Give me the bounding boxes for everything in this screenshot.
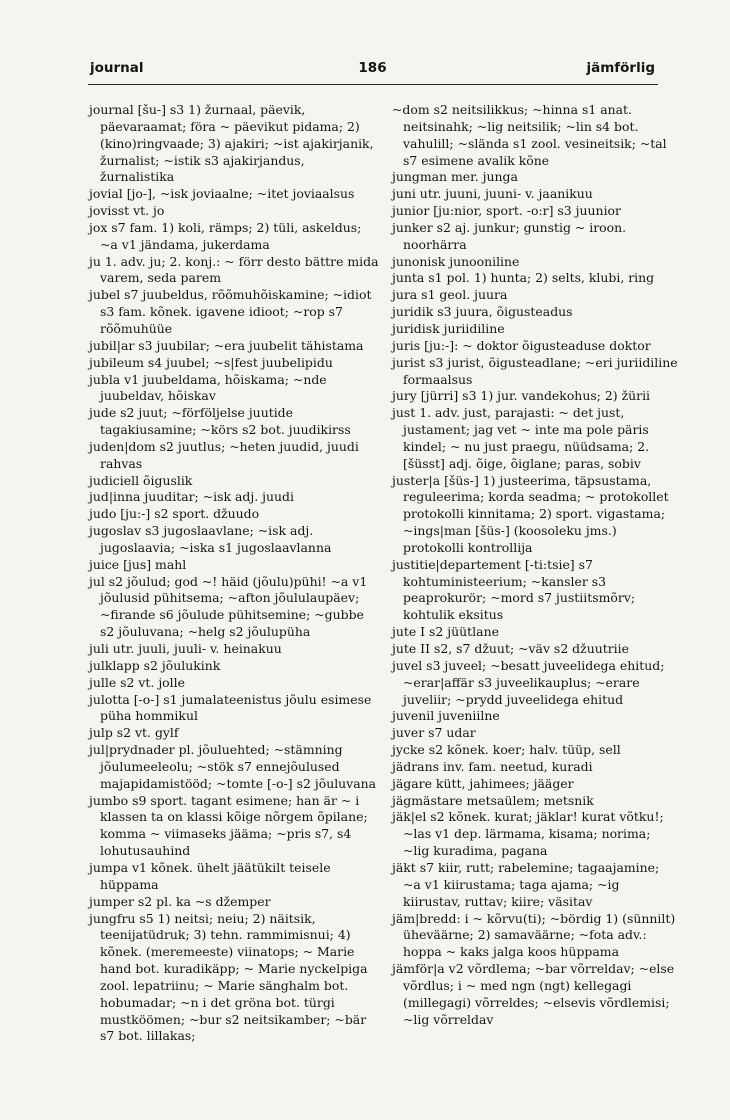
entry: jubileum s4 juubel; ~s|fest juubelipidu	[89, 354, 333, 370]
entry: jura s1 geol. juura	[392, 287, 508, 303]
entry: jovisst vt. jo	[89, 203, 165, 219]
page-number: 186	[358, 60, 387, 76]
entry: jul|prydnader pl. jõuluehted; ~stämning jõulumeeleolu; ~stök s7 ennejõulused majapidamistööd; ~tomte [-o-] s2 jõuluvana	[89, 742, 377, 791]
entry: juni utr. juuni, juuni- v. jaanikuu	[392, 186, 593, 202]
entry: jul s2 jõulud; god ~! häid (jõulu)pühi! ~a v1 jõulusid pühitsema; ~afton jõululaupäev; ~firande s6 jõulude pühitsemine; ~gubbe s2 jõuluvana; ~helg s2 jõulupüha	[89, 573, 368, 640]
entry: juster|a [šüs-] 1) justeerima, täpsustama, reguleerima; korda seadma; ~ protokollet protokolli kinnitama; 2) sport. vigastama; ~ings|man [šüs-] (koosoleku jms.) protokolli kontrollija	[392, 472, 669, 555]
entry: jägare kütt, jahimees; jääger	[392, 775, 574, 791]
entry: jäkt s7 kiir, rutt; rabelemine; tagaajamine; ~a v1 kiirustama; taga ajama; ~ig kiirustav, ruttav; kiire; väsitav	[392, 859, 660, 909]
entry: junker s2 aj. junkur; gunstig ~ iroon. noorhärra	[392, 219, 627, 252]
entry: juden|dom s2 juutlus; ~heten juudid, juudi rahvas	[89, 438, 359, 471]
header-last-word: jämförlig	[586, 60, 655, 76]
entry: jungman mer. junga	[392, 169, 518, 185]
entry: jäk|el s2 kõnek. kurat; jäklar! kurat võtku!; ~las v1 dep. lärmama, kisama; norima; ~lig kuradima, pagana	[392, 809, 664, 859]
entry: jute I s2 jüütlane	[392, 624, 499, 640]
entry: junta s1 pol. 1) hunta; 2) selts, klubi, ring	[392, 270, 655, 286]
column-right	[392, 102, 679, 1028]
header-rule	[88, 84, 658, 85]
column-left	[89, 102, 381, 1045]
entry: juridisk juriidiline	[392, 320, 505, 336]
entry: jägmästare metsaülem; metsnik	[392, 792, 594, 808]
entry: jovial [jo-], ~isk joviaalne; ~itet joviaalsus	[89, 186, 355, 202]
entry: jäm|bredd: i ~ kõrvu(ti); ~bördig 1) (sünnilt) üheväärne; 2) samaväärne; ~fota adv.: hoppa ~ kaks jalga koos hüppama	[392, 910, 676, 960]
entry: julp s2 vt. gylf	[89, 725, 179, 741]
entry: juvel s3 juveel; ~besatt juveelidega ehitud; ~erar|affär s3 juveelikauplus; ~erare juveliir; ~prydd juveelidega ehitud	[392, 657, 665, 707]
entry: junior [ju:nior, sport. -o:r] s3 juunior	[392, 203, 621, 219]
entry: juris [ju:-]: ~ doktor õigusteaduse doktor	[392, 337, 651, 353]
entry: just 1. adv. just, parajasti: ~ det just, justament; jag vet ~ inte ma pole päris kindel; ~ nu just praegu, nüüdsama; 2. [šüsst] adj. õige, õiglane; paras, sobiv	[392, 405, 650, 471]
entry: jud|inna juuditar; ~isk adj. juudi	[89, 489, 294, 505]
entry: jubel s7 juubeldus, rõõmuhõiskamine; ~idiot s3 fam. kõnek. igavene idioot; ~rop s7 rõõmuhüüe	[89, 287, 372, 336]
entry: juli utr. juuli, juuli- v. heinakuu	[89, 641, 282, 656]
entry: jungfru s5 1) neitsi; neiu; 2) näitsik, teenijatüdruk; 3) tehn. rammimisnui; 4) kõnek. (meremeeste) viinatops; ~ Marie hand bot. kuradikäpp; ~ Marie nyckelpiga zool. lepatriinu; ~ Marie sänghalm bot. hobumadar; ~n i det gröna bot. türgi mustköömen; ~bur s2 neitsikamber; ~bär s7 bot. lillakas;	[89, 910, 368, 1044]
entry: juice [jus] mahl	[89, 556, 187, 572]
header-first-word: journal	[90, 60, 144, 76]
entry: jämför|a v2 võrdlema; ~bar võrreldav; ~else võrdlus; i ~ med ngn (ngt) kellegagi (millegagi) võrreldes; ~elsevis võrdlemisi; ~lig võrreldav	[392, 961, 675, 1027]
entry: jumpa v1 kõnek. ühelt jäätükilt teisele hüppama	[89, 859, 331, 892]
entry: jädrans inv. fam. neetud, kuradi	[392, 758, 593, 774]
entry: ~dom s2 neitsilikkus; ~hinna s1 anat. neitsinahk; ~lig neitsilik; ~lin s4 bot. vahulill; ~slända s1 zool. vesineitsik; ~tal s7 esimene avalik kõne	[392, 102, 667, 168]
entry: juridik s3 juura, õigusteadus	[392, 304, 573, 320]
entry: jury [jürri] s3 1) jur. vandekohus; 2) žürii	[392, 388, 651, 404]
entry: junonisk junooniline	[392, 253, 520, 269]
entry: judo [ju:-] s2 sport. džuudo	[89, 506, 260, 522]
entry: jubla v1 juubeldama, hõiskama; ~nde juubeldav, hõiskav	[89, 371, 327, 404]
entry: juver s7 udar	[392, 725, 476, 741]
entry: jude s2 juut; ~förföljelse juutide tagakiusamine; ~körs s2 bot. juudikirss	[89, 405, 351, 438]
entry: journal [šu-] s3 1) žurnaal, päevik, päevaraamat; föra ~ päevikut pidama; 2) (kino)ringvaade; 3) ajakiri; ~ist ajakirjanik, žurnalist; ~istik s3 ajakirjandus, žurnalistika	[89, 102, 374, 185]
entry: jugoslav s3 jugoslaavlane; ~isk adj. jugoslaavia; ~iska s1 jugoslaavlanna	[89, 523, 332, 555]
entry: jurist s3 jurist, õigusteadlane; ~eri juriidiline formaalsus	[392, 354, 678, 387]
entry: julklapp s2 jõulukink	[89, 657, 221, 673]
entry: jumper s2 pl. ka ~s džemper	[89, 893, 271, 909]
entry: judiciell õiguslik	[89, 472, 193, 488]
entry: jycke s2 kõnek. koer; halv. tüüp, sell	[392, 742, 621, 758]
entry: juvenil juveniilne	[392, 708, 500, 724]
running-header	[90, 60, 655, 82]
entry: julotta [-o-] s1 jumalateenistus jõulu esimese püha hommikul	[89, 691, 372, 724]
entry: julle s2 vt. jolle	[89, 674, 185, 690]
entry: jubil|ar s3 juubilar; ~era juubelit tähistama	[89, 337, 364, 353]
entry: ju 1. adv. ju; 2. konj.: ~ förr desto bättre mida varem, seda parem	[89, 253, 379, 286]
entry: jumbo s9 sport. tagant esimene; han är ~ i klassen ta on klassi kõige nõrgem õpilane; komma ~ viimaseks jääma; ~pris s7, s4 lohutusauhind	[89, 792, 368, 859]
entry: justitie|departement [-ti:tsie] s7 kohtuministeerium; ~kansler s3 peaprokurör; ~mord s7 justiitsmõrv; kohtulik eksitus	[392, 556, 636, 623]
entry: jox s7 fam. 1) koli, rämps; 2) tüli, askeldus; ~a v1 jändama, jukerdama	[89, 219, 362, 252]
entry: jute II s2, s7 džuut; ~väv s2 džuutriie	[392, 641, 629, 656]
